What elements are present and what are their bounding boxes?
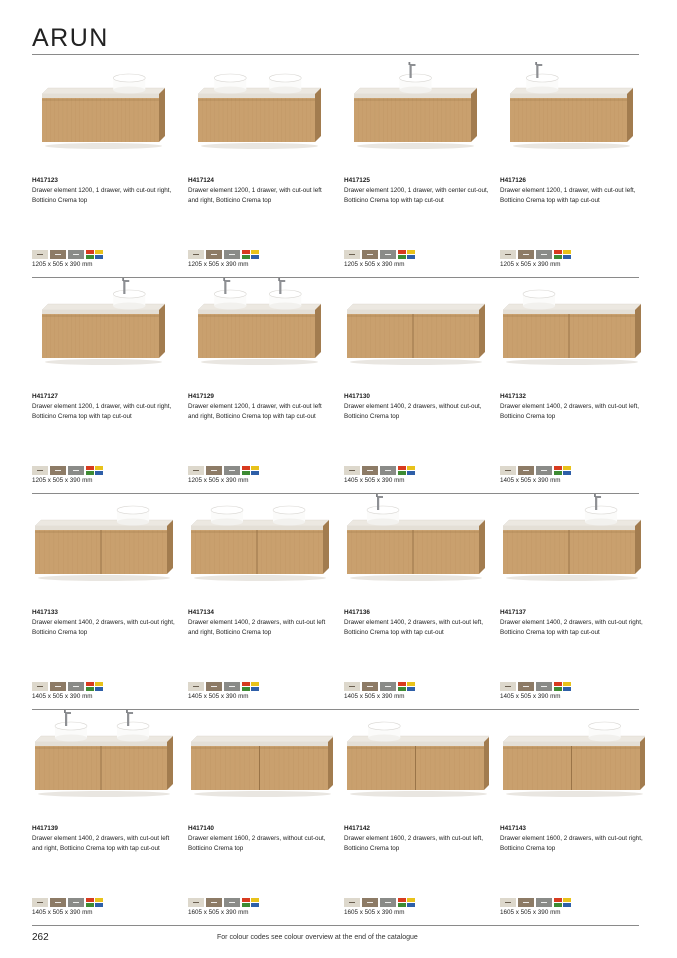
finish-swatches	[500, 898, 571, 907]
finish-swatch-walnut-icon	[50, 682, 66, 691]
colour-options-icon	[242, 682, 259, 691]
finish-swatch-walnut-icon	[50, 898, 66, 907]
product-image	[188, 278, 333, 386]
shadow	[357, 143, 474, 149]
product-code: H417133	[32, 609, 58, 616]
basin-rim	[214, 290, 246, 298]
basin-base	[589, 735, 621, 742]
basin-rim	[273, 506, 305, 514]
cabinet-side	[167, 736, 173, 790]
shadow	[513, 143, 630, 149]
product-dimensions: 1405 x 505 x 390 mm	[32, 909, 93, 916]
colour-options-icon	[86, 682, 103, 691]
tap-spout	[279, 280, 285, 282]
tap-spout	[410, 64, 416, 66]
product-card[interactable]	[344, 62, 489, 277]
tap-lever	[126, 710, 128, 713]
page-number: 262	[32, 932, 49, 943]
finish-swatches	[188, 466, 259, 475]
product-row	[32, 62, 639, 278]
product-description: Drawer element 1200, 1 drawer, with center cut-out, Botticino Crema top with tap cut-out	[344, 187, 489, 204]
tap-icon	[536, 64, 538, 78]
finish-swatch-grey-icon	[224, 898, 240, 907]
basin-base	[400, 87, 432, 94]
product-dimensions: 1405 x 505 x 390 mm	[500, 477, 561, 484]
colour-options-icon	[398, 898, 415, 907]
shadow	[350, 575, 482, 581]
cabinet-side	[479, 520, 485, 574]
basin-rim	[523, 290, 555, 298]
cabinet-side	[328, 736, 333, 790]
finish-swatch-walnut-icon	[50, 250, 66, 259]
finish-swatch-grey-icon	[380, 466, 396, 475]
product-description: Drawer element 1400, 2 drawers, with cut-out left and right, Botticino Crema top	[188, 619, 326, 636]
basin-rim	[117, 722, 149, 730]
product-dimensions: 1205 x 505 x 390 mm	[32, 477, 93, 484]
tap-icon	[224, 280, 226, 294]
finish-swatch-grey-icon	[536, 250, 552, 259]
product-description: Drawer element 1200, 1 drawer, with cut-out left and right, Botticino Crema top with tap cut-out	[188, 403, 322, 420]
shadow	[194, 575, 326, 581]
tap-icon	[65, 712, 67, 726]
product-image	[500, 278, 645, 386]
colour-options-icon	[242, 250, 259, 259]
product-code: H417130	[344, 393, 370, 400]
basin-base	[368, 735, 400, 742]
cabinet-side	[471, 88, 477, 142]
colour-options-icon	[398, 466, 415, 475]
finish-swatch-grey-icon	[380, 250, 396, 259]
marble-top-edge	[347, 526, 479, 530]
finish-swatches	[32, 250, 103, 259]
tap-icon	[123, 280, 125, 294]
shadow	[194, 791, 331, 797]
product-image	[500, 62, 645, 170]
basin-rim	[214, 74, 246, 82]
product-code: H417124	[188, 177, 214, 184]
colour-options-icon	[86, 898, 103, 907]
colour-options-icon	[242, 466, 259, 475]
cabinet-side	[635, 304, 641, 358]
product-image	[32, 710, 177, 818]
product-card[interactable]	[344, 494, 489, 709]
product-card[interactable]	[344, 710, 489, 925]
tap-lever	[409, 62, 411, 65]
product-dimensions: 1405 x 505 x 390 mm	[344, 693, 405, 700]
finish-swatch-light-icon	[188, 466, 204, 475]
product-card[interactable]	[32, 710, 177, 925]
shadow	[201, 143, 318, 149]
finish-swatches	[188, 898, 259, 907]
finish-swatch-walnut-icon	[362, 898, 378, 907]
basin-rim	[117, 506, 149, 514]
product-dimensions: 1405 x 505 x 390 mm	[344, 477, 405, 484]
shadow	[38, 575, 170, 581]
product-image	[344, 494, 489, 602]
tap-icon	[127, 712, 129, 726]
cabinet-side	[315, 304, 321, 358]
cabinet-side	[484, 736, 489, 790]
product-code: H417139	[32, 825, 58, 832]
tap-icon	[279, 280, 281, 294]
colour-options-icon	[554, 250, 571, 259]
page-title: ARUN	[32, 24, 109, 52]
finish-swatch-light-icon	[188, 682, 204, 691]
finish-swatch-light-icon	[32, 466, 48, 475]
finish-swatch-light-icon	[344, 898, 360, 907]
marble-top-edge	[42, 94, 159, 98]
finish-swatches	[500, 682, 571, 691]
marble-top-edge	[347, 742, 484, 746]
product-description: Drawer element 1600, 2 drawers, with cut-out right, Botticino Crema top	[500, 835, 643, 852]
shadow	[45, 143, 162, 149]
product-code: H417142	[344, 825, 370, 832]
cabinet-side	[635, 520, 641, 574]
product-grid	[32, 62, 643, 926]
finish-swatch-walnut-icon	[518, 466, 534, 475]
cabinet-side	[640, 736, 645, 790]
basin-base	[214, 87, 246, 94]
product-dimensions: 1205 x 505 x 390 mm	[32, 261, 93, 268]
tap-spout	[595, 496, 601, 498]
basin-rim	[211, 506, 243, 514]
basin-rim	[55, 722, 87, 730]
product-image	[344, 710, 489, 818]
product-dimensions: 1205 x 505 x 390 mm	[188, 477, 249, 484]
tap-spout	[127, 712, 133, 714]
shadow	[350, 359, 482, 365]
basin-base	[585, 519, 617, 526]
colour-options-icon	[554, 898, 571, 907]
basin-base	[113, 303, 145, 310]
finish-swatch-grey-icon	[68, 898, 84, 907]
product-image	[32, 62, 177, 170]
marble-top-edge	[198, 310, 315, 314]
tap-icon	[410, 64, 412, 78]
product-row	[32, 494, 643, 710]
finish-swatch-grey-icon	[224, 250, 240, 259]
colour-options-icon	[86, 466, 103, 475]
product-code: H417136	[344, 609, 370, 616]
product-row	[32, 278, 639, 494]
basin-rim	[367, 506, 399, 514]
product-card[interactable]	[344, 278, 489, 493]
marble-top-edge	[191, 526, 323, 530]
finish-swatch-grey-icon	[380, 682, 396, 691]
finish-swatches	[344, 250, 415, 259]
finish-swatch-walnut-icon	[518, 682, 534, 691]
product-image	[500, 710, 645, 818]
product-description: Drawer element 1200, 1 drawer, with cut-out left and right, Botticino Crema top	[188, 187, 322, 204]
product-description: Drawer element 1400, 2 drawers, without cut-out, Botticino Crema top	[344, 403, 482, 420]
finish-swatch-light-icon	[188, 898, 204, 907]
tap-lever	[122, 278, 124, 281]
finish-swatch-light-icon	[500, 682, 516, 691]
finish-swatches	[32, 466, 103, 475]
finish-swatch-light-icon	[344, 682, 360, 691]
cabinet-side	[479, 304, 485, 358]
product-card[interactable]	[188, 278, 333, 493]
colour-options-icon	[398, 250, 415, 259]
tap-lever	[223, 278, 225, 281]
product-image	[32, 494, 177, 602]
cabinet-side	[323, 520, 329, 574]
basin-base	[367, 519, 399, 526]
marble-top-edge	[354, 94, 471, 98]
basin-rim	[113, 74, 145, 82]
basin-base	[117, 735, 149, 742]
product-image	[188, 62, 333, 170]
marble-top	[347, 304, 485, 310]
finish-swatch-walnut-icon	[50, 466, 66, 475]
cabinet-side	[627, 88, 633, 142]
title-divider	[32, 54, 639, 55]
basin-rim	[400, 74, 432, 82]
finish-swatches	[188, 682, 259, 691]
marble-top	[503, 736, 645, 742]
tap-lever	[535, 62, 537, 65]
finish-swatch-walnut-icon	[518, 250, 534, 259]
marble-top	[42, 304, 165, 310]
shadow	[506, 791, 643, 797]
marble-top-edge	[347, 310, 479, 314]
product-dimensions: 1605 x 505 x 390 mm	[188, 909, 249, 916]
finish-swatch-light-icon	[188, 250, 204, 259]
tap-spout	[224, 280, 230, 282]
product-description: Drawer element 1200, 1 drawer, with cut-out right, Botticino Crema top	[32, 187, 172, 204]
product-description: Drawer element 1400, 2 drawers, with cut-out right, Botticino Crema top	[32, 619, 175, 636]
product-code: H417137	[500, 609, 526, 616]
finish-swatches	[32, 682, 103, 691]
finish-swatch-walnut-icon	[362, 682, 378, 691]
finish-swatch-grey-icon	[68, 466, 84, 475]
colour-options-icon	[554, 466, 571, 475]
finish-swatch-grey-icon	[224, 682, 240, 691]
product-image	[500, 494, 645, 602]
colour-options-icon	[554, 682, 571, 691]
finish-swatch-grey-icon	[536, 898, 552, 907]
finish-swatch-light-icon	[32, 898, 48, 907]
footer-note: For colour codes see colour overview at the end of the catalogue	[217, 934, 418, 941]
finish-swatches	[32, 898, 103, 907]
product-description: Drawer element 1400, 2 drawers, with cut-out left, Botticino Crema top with tap cut-out	[344, 619, 483, 636]
product-card[interactable]	[32, 278, 177, 493]
product-dimensions: 1205 x 505 x 390 mm	[500, 261, 561, 268]
finish-swatch-grey-icon	[224, 466, 240, 475]
marble-top-edge	[42, 310, 159, 314]
product-code: H417123	[32, 177, 58, 184]
basin-base	[214, 303, 246, 310]
product-code: H417126	[500, 177, 526, 184]
product-card[interactable]	[188, 62, 333, 277]
product-card[interactable]	[500, 62, 645, 277]
tap-lever	[278, 278, 280, 281]
product-description: Drawer element 1400, 2 drawers, with cut-out left and right, Botticino Crema top with tap cut-out	[32, 835, 170, 852]
shadow	[38, 791, 170, 797]
marble-top-edge	[35, 742, 167, 746]
finish-swatches	[344, 682, 415, 691]
basin-rim	[113, 290, 145, 298]
product-code: H417125	[344, 177, 370, 184]
product-card[interactable]	[500, 278, 645, 493]
product-dimensions: 1405 x 505 x 390 mm	[32, 693, 93, 700]
marble-top-edge	[35, 526, 167, 530]
product-code: H417132	[500, 393, 526, 400]
finish-swatch-light-icon	[344, 466, 360, 475]
basin-base	[211, 519, 243, 526]
marble-top-edge	[198, 94, 315, 98]
product-row	[32, 710, 643, 926]
basin-base	[269, 303, 301, 310]
finish-swatches	[188, 250, 259, 259]
basin-base	[526, 87, 558, 94]
product-image	[344, 62, 489, 170]
basin-base	[113, 87, 145, 94]
product-image	[188, 710, 333, 818]
product-dimensions: 1605 x 505 x 390 mm	[344, 909, 405, 916]
product-dimensions: 1405 x 505 x 390 mm	[188, 693, 249, 700]
finish-swatch-walnut-icon	[206, 898, 222, 907]
tap-spout	[536, 64, 542, 66]
product-card[interactable]	[500, 710, 645, 925]
basin-rim	[526, 74, 558, 82]
product-code: H417134	[188, 609, 214, 616]
marble-top-edge	[191, 742, 328, 746]
finish-swatches	[500, 250, 571, 259]
product-image	[344, 278, 489, 386]
product-dimensions: 1405 x 505 x 390 mm	[500, 693, 561, 700]
product-dimensions: 1205 x 505 x 390 mm	[344, 261, 405, 268]
finish-swatches	[344, 466, 415, 475]
tap-spout	[65, 712, 71, 714]
finish-swatch-grey-icon	[68, 250, 84, 259]
product-description: Drawer element 1400, 2 drawers, with cut-out left, Botticino Crema top	[500, 403, 639, 420]
marble-top	[35, 520, 173, 526]
finish-swatch-light-icon	[344, 250, 360, 259]
basin-rim	[585, 506, 617, 514]
product-image	[32, 278, 177, 386]
finish-swatch-walnut-icon	[206, 250, 222, 259]
finish-swatches	[344, 898, 415, 907]
finish-swatch-walnut-icon	[362, 250, 378, 259]
basin-base	[117, 519, 149, 526]
tap-spout	[377, 496, 383, 498]
cabinet-side	[167, 520, 173, 574]
shadow	[506, 575, 638, 581]
basin-rim	[368, 722, 400, 730]
shadow	[201, 359, 318, 365]
product-description: Drawer element 1200, 1 drawer, with cut-out left, Botticino Crema top with tap cut-out	[500, 187, 636, 204]
basin-base	[523, 303, 555, 310]
finish-swatch-grey-icon	[68, 682, 84, 691]
finish-swatch-grey-icon	[536, 682, 552, 691]
tap-spout	[123, 280, 129, 282]
product-card[interactable]	[32, 494, 177, 709]
product-code: H417127	[32, 393, 58, 400]
cabinet-side	[159, 88, 165, 142]
product-description: Drawer element 1400, 2 drawers, with cut-out right, Botticino Crema top with tap cut-out	[500, 619, 643, 636]
product-card[interactable]	[500, 494, 645, 709]
colour-options-icon	[86, 250, 103, 259]
product-code: H417129	[188, 393, 214, 400]
product-code: H417143	[500, 825, 526, 832]
finish-swatch-light-icon	[500, 250, 516, 259]
finish-swatch-walnut-icon	[518, 898, 534, 907]
tap-icon	[377, 496, 379, 510]
cabinet-side	[315, 88, 321, 142]
basin-rim	[269, 290, 301, 298]
finish-swatch-light-icon	[500, 466, 516, 475]
finish-swatch-walnut-icon	[206, 682, 222, 691]
colour-options-icon	[242, 898, 259, 907]
marble-top-edge	[503, 742, 640, 746]
product-dimensions: 1205 x 505 x 390 mm	[188, 261, 249, 268]
tap-lever	[376, 494, 378, 497]
shadow	[506, 359, 638, 365]
basin-base	[55, 735, 87, 742]
product-dimensions: 1605 x 505 x 390 mm	[500, 909, 561, 916]
row-divider	[32, 925, 639, 926]
product-image	[188, 494, 333, 602]
finish-swatches	[500, 466, 571, 475]
tap-lever	[64, 710, 66, 713]
cabinet-side	[159, 304, 165, 358]
shadow	[350, 791, 487, 797]
product-description: Drawer element 1600, 2 drawers, with cut-out left, Botticino Crema top	[344, 835, 483, 852]
basin-base	[269, 87, 301, 94]
product-description: Drawer element 1200, 1 drawer, with cut-out right, Botticino Crema top with tap cut-out	[32, 403, 172, 420]
marble-top-edge	[510, 94, 627, 98]
basin-base	[273, 519, 305, 526]
marble-top	[42, 88, 165, 94]
colour-options-icon	[398, 682, 415, 691]
finish-swatch-light-icon	[500, 898, 516, 907]
tap-lever	[594, 494, 596, 497]
shadow	[45, 359, 162, 365]
tap-icon	[595, 496, 597, 510]
marble-top-edge	[503, 526, 635, 530]
finish-swatch-walnut-icon	[206, 466, 222, 475]
finish-swatch-grey-icon	[536, 466, 552, 475]
product-description: Drawer element 1600, 2 drawers, without cut-out, Botticino Crema top	[188, 835, 326, 852]
basin-rim	[589, 722, 621, 730]
product-card[interactable]	[188, 710, 333, 925]
marble-top	[191, 736, 333, 742]
product-card[interactable]	[188, 494, 333, 709]
finish-swatch-light-icon	[32, 250, 48, 259]
marble-top-edge	[503, 310, 635, 314]
marble-top	[503, 520, 641, 526]
finish-swatch-light-icon	[32, 682, 48, 691]
finish-swatch-grey-icon	[380, 898, 396, 907]
product-code: H417140	[188, 825, 214, 832]
basin-rim	[269, 74, 301, 82]
finish-swatch-walnut-icon	[362, 466, 378, 475]
product-card[interactable]	[32, 62, 177, 277]
